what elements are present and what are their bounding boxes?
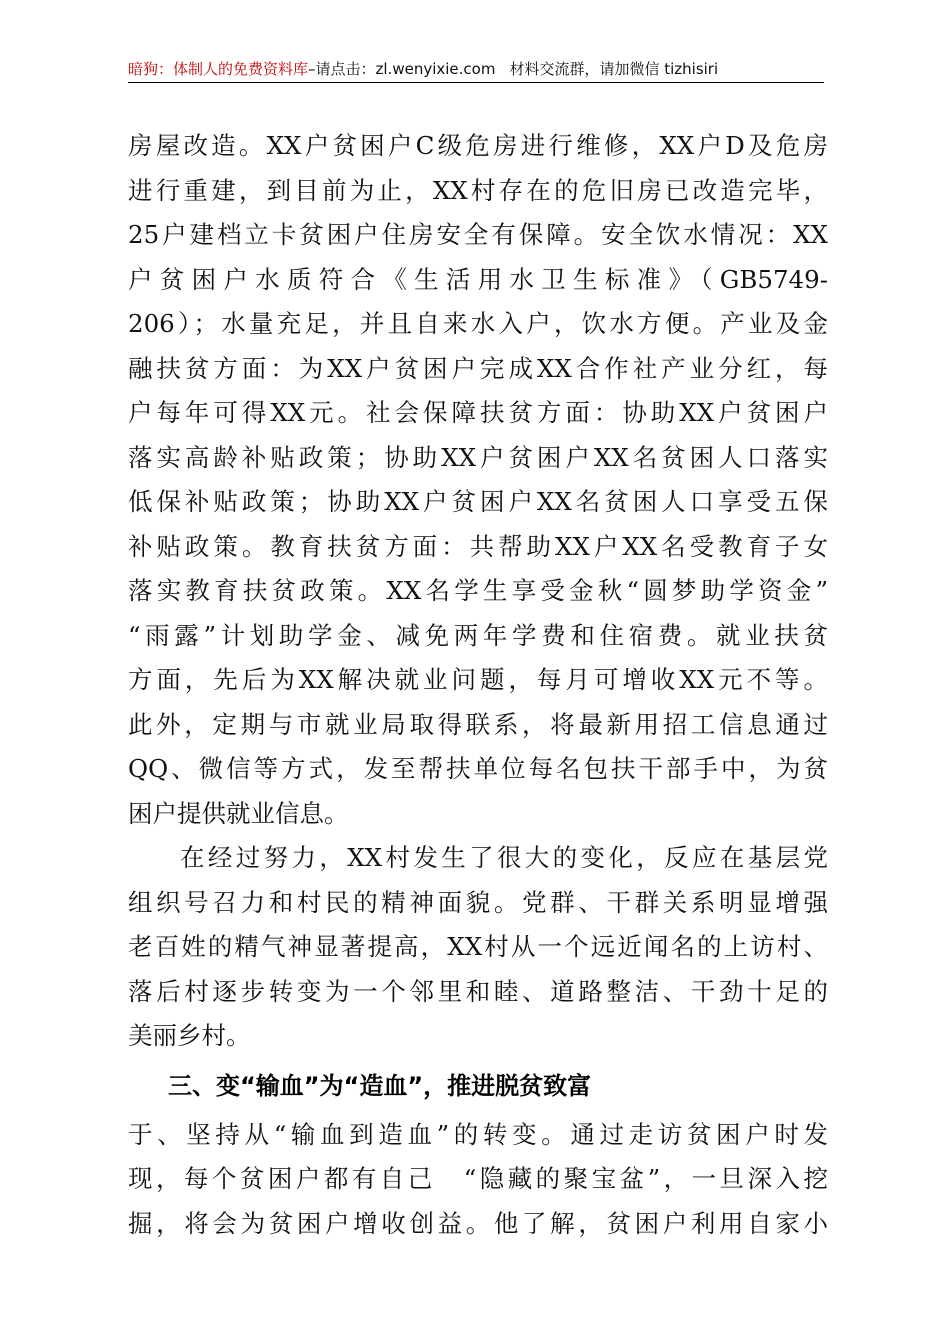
page-header bbox=[128, 58, 824, 83]
text-line: 206）；水量充足，并且自来水入户，饮水方便。产业及金 bbox=[128, 309, 828, 338]
paragraph-3 bbox=[128, 1113, 828, 1247]
text-line: 户贫困户水质符合《生活用水卫生标准》（GB5749- bbox=[128, 264, 828, 294]
text-line: 户每年可得XX元。社会保障扶贫方面：协助XX户贫困户 bbox=[128, 398, 828, 427]
text-line: 补贴政策。教育扶贫方面：共帮助XX户XX名受教育子女 bbox=[128, 531, 828, 561]
header-wechat-note: 材料交流群，请加微信 tizhisiri bbox=[509, 60, 719, 78]
text-line: 落后村逐步转变为一个邻里和睦、道路整洁、干劲十足的 bbox=[128, 976, 828, 1006]
text-line: 现，每个贫困户都有自己 “隐藏的聚宝盆”，一旦深入挖 bbox=[128, 1164, 828, 1193]
text-line: QQ、微信等方式，发至帮扶单位每名包扶干部手中，为贫 bbox=[128, 754, 828, 783]
text-line: 方面，先后为XX解决就业问题，每月可增收XX元不等。 bbox=[128, 665, 828, 694]
text-line: 融扶贫方面：为XX户贫困户完成XX合作社产业分红，每 bbox=[128, 353, 828, 383]
text-line: 老百姓的精气神显著提高，XX村从一个远近闻名的上访村、 bbox=[128, 932, 828, 961]
text-line: 此外，定期与市就业局取得联系，将最新用招工信息通过 bbox=[128, 709, 828, 739]
text-line: 于、坚持从“输血到造血”的转变。通过走访贫困户时发 bbox=[128, 1119, 828, 1149]
text-line: 进行重建，到目前为止，XX村存在的危旧房已改造完毕， bbox=[128, 175, 828, 205]
header-site-name: 暗狗：体制人的免费资料库 bbox=[128, 60, 309, 78]
text-line: 落实教育扶贫政策。XX名学生享受金秋“圆梦助学资金” bbox=[128, 576, 828, 605]
header-link[interactable]: –请点击：zl.wenyixie.com bbox=[308, 60, 496, 78]
text-line: 组织号召力和村民的精神面貌。党群、干群关系明显增强 bbox=[128, 887, 828, 917]
text-line: “雨露”计划助学金、减免两年学费和住宿费。就业扶贫 bbox=[128, 620, 828, 650]
section-heading: 三、变“输血”为“造血”，推进脱贫致富 bbox=[168, 1071, 592, 1100]
text-line: 掘，将会为贫困户增收创益。他了解，贫困户利用自家小 bbox=[128, 1208, 828, 1238]
text-line: 房屋改造。XX户贫困户C级危房进行维修，XX户D及危房 bbox=[128, 131, 828, 160]
text-line: 低保补贴政策；协助XX户贫困户XX名贫困人口享受五保 bbox=[128, 487, 828, 516]
text-line: 在经过努力，XX村发生了很大的变化，反应在基层党 bbox=[180, 843, 828, 872]
paragraph-1 bbox=[128, 124, 828, 836]
text-line: 美丽乡村。 bbox=[128, 1021, 251, 1050]
paragraph-2 bbox=[128, 836, 828, 1059]
text-line: 困户提供就业信息。 bbox=[128, 798, 349, 828]
document-body bbox=[128, 124, 828, 1246]
text-line: 落实高龄补贴政策；协助XX户贫困户XX名贫困人口落实 bbox=[128, 442, 828, 472]
text-line: 25户建档立卡贫困户住房安全有保障。安全饮水情况：XX bbox=[128, 220, 828, 249]
